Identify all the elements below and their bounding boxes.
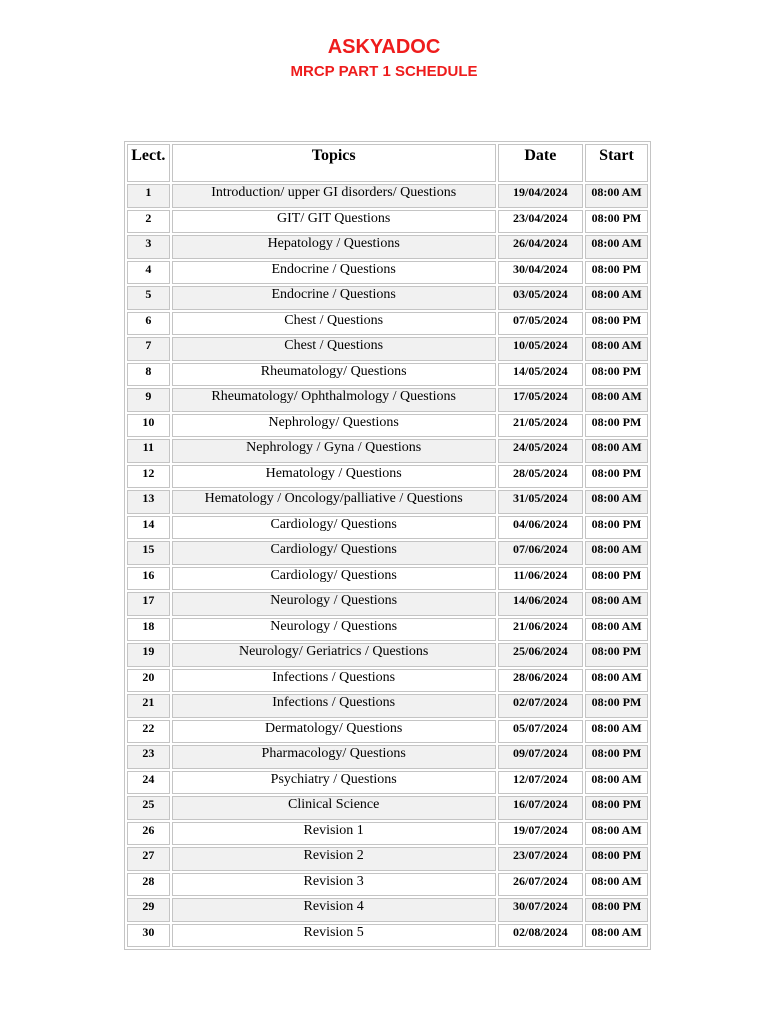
date-cell: 09/07/2024 bbox=[498, 745, 583, 769]
date-cell: 14/05/2024 bbox=[498, 363, 583, 387]
table-row bbox=[127, 618, 648, 642]
column-header-date: Date bbox=[498, 144, 583, 182]
date-cell: 07/06/2024 bbox=[498, 541, 583, 565]
date-cell: 19/04/2024 bbox=[498, 184, 583, 208]
date-cell: 23/07/2024 bbox=[498, 847, 583, 871]
start-cell: 08:00 AM bbox=[585, 873, 648, 897]
date-cell: 25/06/2024 bbox=[498, 643, 583, 667]
topic-cell: Cardiology/ Questions bbox=[172, 516, 496, 540]
column-header-lect: Lect. bbox=[127, 144, 170, 182]
start-cell: 08:00 PM bbox=[585, 847, 648, 871]
start-cell: 08:00 PM bbox=[585, 363, 648, 387]
table-row bbox=[127, 847, 648, 871]
lect-cell: 17 bbox=[127, 592, 170, 616]
topic-cell: Rheumatology/ Questions bbox=[172, 363, 496, 387]
lect-cell: 30 bbox=[127, 924, 170, 948]
date-cell: 17/05/2024 bbox=[498, 388, 583, 412]
table-row bbox=[127, 516, 648, 540]
lect-cell: 23 bbox=[127, 745, 170, 769]
table-row bbox=[127, 210, 648, 234]
topic-cell: Hematology / Oncology/palliative / Questions bbox=[172, 490, 496, 514]
date-cell: 30/04/2024 bbox=[498, 261, 583, 285]
lect-cell: 8 bbox=[127, 363, 170, 387]
lect-cell: 21 bbox=[127, 694, 170, 718]
date-cell: 02/07/2024 bbox=[498, 694, 583, 718]
start-cell: 08:00 PM bbox=[585, 465, 648, 489]
topic-cell: Revision 1 bbox=[172, 822, 496, 846]
topic-cell: Hepatology / Questions bbox=[172, 235, 496, 259]
lect-cell: 27 bbox=[127, 847, 170, 871]
lect-cell: 3 bbox=[127, 235, 170, 259]
topic-cell: Chest / Questions bbox=[172, 312, 496, 336]
table-row bbox=[127, 720, 648, 744]
start-cell: 08:00 PM bbox=[585, 210, 648, 234]
date-cell: 16/07/2024 bbox=[498, 796, 583, 820]
table-row bbox=[127, 439, 648, 463]
date-cell: 30/07/2024 bbox=[498, 898, 583, 922]
start-cell: 08:00 PM bbox=[585, 261, 648, 285]
lect-cell: 5 bbox=[127, 286, 170, 310]
date-cell: 21/05/2024 bbox=[498, 414, 583, 438]
table-row bbox=[127, 567, 648, 591]
table-row bbox=[127, 312, 648, 336]
start-cell: 08:00 PM bbox=[585, 643, 648, 667]
lect-cell: 15 bbox=[127, 541, 170, 565]
table-row bbox=[127, 694, 648, 718]
schedule-table-body bbox=[127, 184, 648, 947]
topic-cell: Pharmacology/ Questions bbox=[172, 745, 496, 769]
topic-cell: Nephrology / Gyna / Questions bbox=[172, 439, 496, 463]
topic-cell: Chest / Questions bbox=[172, 337, 496, 361]
lect-cell: 20 bbox=[127, 669, 170, 693]
lect-cell: 4 bbox=[127, 261, 170, 285]
date-cell: 07/05/2024 bbox=[498, 312, 583, 336]
table-row bbox=[127, 363, 648, 387]
topic-cell: Endocrine / Questions bbox=[172, 286, 496, 310]
lect-cell: 19 bbox=[127, 643, 170, 667]
start-cell: 08:00 AM bbox=[585, 439, 648, 463]
topic-cell: Infections / Questions bbox=[172, 694, 496, 718]
start-cell: 08:00 PM bbox=[585, 745, 648, 769]
column-header-start: Start bbox=[585, 144, 648, 182]
topic-cell: GIT/ GIT Questions bbox=[172, 210, 496, 234]
date-cell: 31/05/2024 bbox=[498, 490, 583, 514]
column-header-topics: Topics bbox=[172, 144, 496, 182]
start-cell: 08:00 PM bbox=[585, 898, 648, 922]
start-cell: 08:00 AM bbox=[585, 337, 648, 361]
table-row bbox=[127, 643, 648, 667]
lect-cell: 28 bbox=[127, 873, 170, 897]
date-cell: 03/05/2024 bbox=[498, 286, 583, 310]
date-cell: 21/06/2024 bbox=[498, 618, 583, 642]
lect-cell: 13 bbox=[127, 490, 170, 514]
date-cell: 02/08/2024 bbox=[498, 924, 583, 948]
topic-cell: Neurology / Questions bbox=[172, 618, 496, 642]
start-cell: 08:00 PM bbox=[585, 694, 648, 718]
date-cell: 24/05/2024 bbox=[498, 439, 583, 463]
date-cell: 04/06/2024 bbox=[498, 516, 583, 540]
table-row bbox=[127, 592, 648, 616]
topic-cell: Psychiatry / Questions bbox=[172, 771, 496, 795]
table-row bbox=[127, 822, 648, 846]
table-row bbox=[127, 184, 648, 208]
topic-cell: Cardiology/ Questions bbox=[172, 541, 496, 565]
lect-cell: 22 bbox=[127, 720, 170, 744]
start-cell: 08:00 AM bbox=[585, 822, 648, 846]
date-cell: 26/07/2024 bbox=[498, 873, 583, 897]
topic-cell: Neurology/ Geriatrics / Questions bbox=[172, 643, 496, 667]
start-cell: 08:00 AM bbox=[585, 235, 648, 259]
date-cell: 19/07/2024 bbox=[498, 822, 583, 846]
topic-cell: Nephrology/ Questions bbox=[172, 414, 496, 438]
lect-cell: 10 bbox=[127, 414, 170, 438]
table-row bbox=[127, 337, 648, 361]
table-row bbox=[127, 924, 648, 948]
table-header-row bbox=[127, 144, 648, 182]
table-row bbox=[127, 465, 648, 489]
document-title: ASKYADOC bbox=[327, 36, 441, 58]
date-cell: 23/04/2024 bbox=[498, 210, 583, 234]
date-cell: 28/05/2024 bbox=[498, 465, 583, 489]
lect-cell: 29 bbox=[127, 898, 170, 922]
lect-cell: 14 bbox=[127, 516, 170, 540]
start-cell: 08:00 AM bbox=[585, 388, 648, 412]
lect-cell: 25 bbox=[127, 796, 170, 820]
lect-cell: 2 bbox=[127, 210, 170, 234]
topic-cell: Hematology / Questions bbox=[172, 465, 496, 489]
lect-cell: 6 bbox=[127, 312, 170, 336]
topic-cell: Revision 2 bbox=[172, 847, 496, 871]
lect-cell: 24 bbox=[127, 771, 170, 795]
start-cell: 08:00 PM bbox=[585, 796, 648, 820]
topic-cell: Introduction/ upper GI disorders/ Questions bbox=[172, 184, 496, 208]
start-cell: 08:00 AM bbox=[585, 286, 648, 310]
topic-cell: Revision 5 bbox=[172, 924, 496, 948]
lect-cell: 12 bbox=[127, 465, 170, 489]
date-cell: 12/07/2024 bbox=[498, 771, 583, 795]
table-row bbox=[127, 235, 648, 259]
topic-cell: Cardiology/ Questions bbox=[172, 567, 496, 591]
lect-cell: 11 bbox=[127, 439, 170, 463]
topic-cell: Clinical Science bbox=[172, 796, 496, 820]
start-cell: 08:00 AM bbox=[585, 669, 648, 693]
lect-cell: 26 bbox=[127, 822, 170, 846]
lect-cell: 9 bbox=[127, 388, 170, 412]
table-row bbox=[127, 286, 648, 310]
table-row bbox=[127, 745, 648, 769]
lect-cell: 1 bbox=[127, 184, 170, 208]
start-cell: 08:00 AM bbox=[585, 490, 648, 514]
date-cell: 10/05/2024 bbox=[498, 337, 583, 361]
date-cell: 14/06/2024 bbox=[498, 592, 583, 616]
date-cell: 05/07/2024 bbox=[498, 720, 583, 744]
table-row bbox=[127, 541, 648, 565]
start-cell: 08:00 AM bbox=[585, 592, 648, 616]
start-cell: 08:00 AM bbox=[585, 184, 648, 208]
table-row bbox=[127, 771, 648, 795]
topic-cell: Infections / Questions bbox=[172, 669, 496, 693]
topic-cell: Revision 3 bbox=[172, 873, 496, 897]
start-cell: 08:00 AM bbox=[585, 541, 648, 565]
start-cell: 08:00 PM bbox=[585, 516, 648, 540]
topic-cell: Rheumatology/ Ophthalmology / Questions bbox=[172, 388, 496, 412]
lect-cell: 7 bbox=[127, 337, 170, 361]
start-cell: 08:00 AM bbox=[585, 771, 648, 795]
start-cell: 08:00 AM bbox=[585, 924, 648, 948]
topic-cell: Revision 4 bbox=[172, 898, 496, 922]
table-row bbox=[127, 261, 648, 285]
date-cell: 11/06/2024 bbox=[498, 567, 583, 591]
start-cell: 08:00 PM bbox=[585, 567, 648, 591]
table-row bbox=[127, 873, 648, 897]
start-cell: 08:00 AM bbox=[585, 618, 648, 642]
topic-cell: Endocrine / Questions bbox=[172, 261, 496, 285]
lect-cell: 18 bbox=[127, 618, 170, 642]
date-cell: 26/04/2024 bbox=[498, 235, 583, 259]
start-cell: 08:00 PM bbox=[585, 414, 648, 438]
topic-cell: Dermatology/ Questions bbox=[172, 720, 496, 744]
document-subtitle: MRCP PART 1 SCHEDULE bbox=[290, 63, 478, 80]
start-cell: 08:00 PM bbox=[585, 312, 648, 336]
table-row bbox=[127, 490, 648, 514]
table-row bbox=[127, 796, 648, 820]
table-row bbox=[127, 388, 648, 412]
date-cell: 28/06/2024 bbox=[498, 669, 583, 693]
start-cell: 08:00 AM bbox=[585, 720, 648, 744]
topic-cell: Neurology / Questions bbox=[172, 592, 496, 616]
table-row bbox=[127, 898, 648, 922]
lect-cell: 16 bbox=[127, 567, 170, 591]
schedule-table bbox=[124, 141, 651, 950]
table-row bbox=[127, 414, 648, 438]
table-row bbox=[127, 669, 648, 693]
